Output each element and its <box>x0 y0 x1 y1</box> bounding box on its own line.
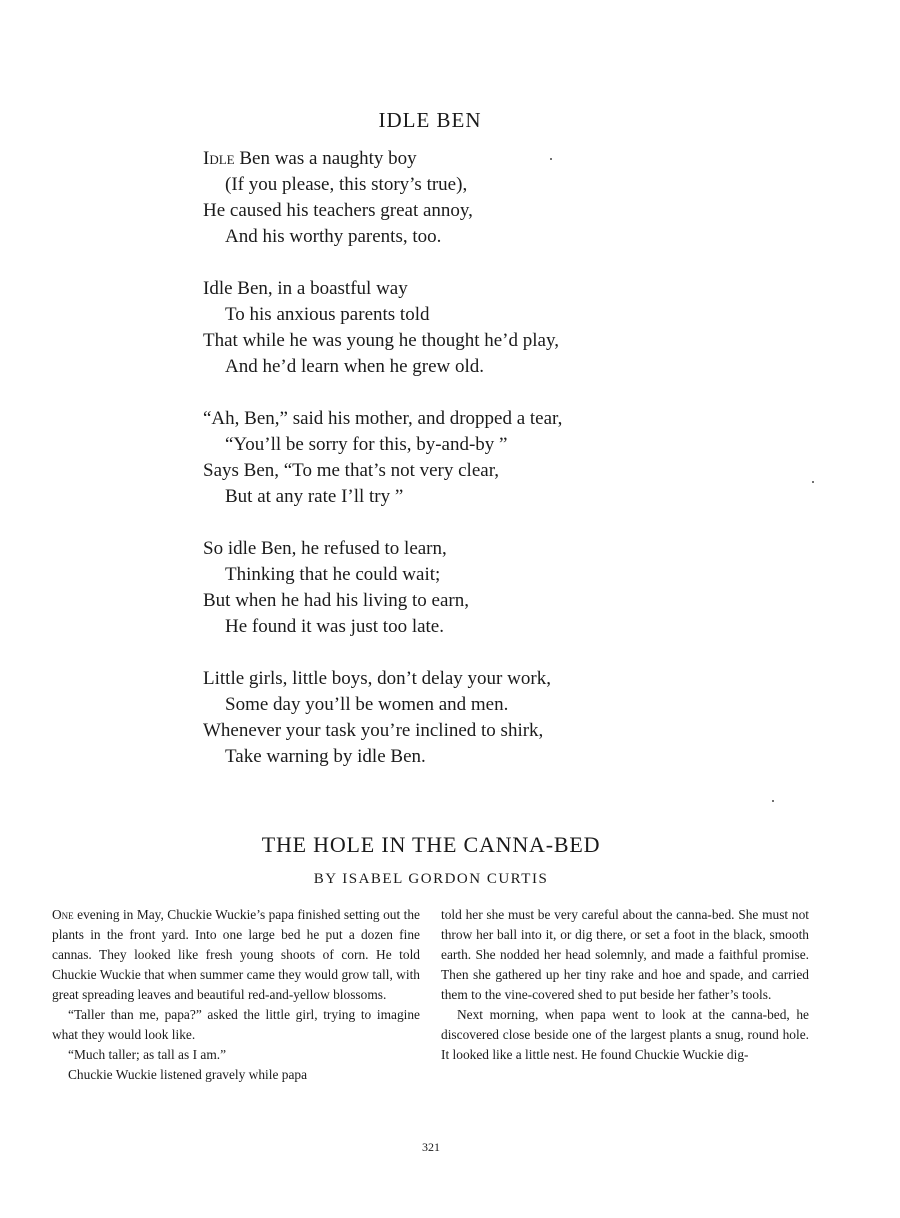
poem-line: So idle Ben, he refused to learn, <box>203 538 447 559</box>
poem-line: And his worthy parents, too. <box>225 226 442 247</box>
paragraph: One evening in May, Chuckie Wuckie’s papa finished setting out the plants in the front yard. Into one large bed he put a dozen fine cannas. They looked like fresh young shoots of corn. He told Chuckie Wuckie that when summer came they would grow tall, with great spreading leaves and beautiful red-and-yellow blossoms. <box>52 907 420 1002</box>
print-speck <box>550 158 552 160</box>
poem-line: “You’ll be sorry for this, by-and-by ” <box>225 434 508 455</box>
drop-word: One <box>52 907 74 922</box>
poem-stanza <box>203 406 723 510</box>
page-number: 321 <box>422 1140 440 1154</box>
poem-line: And he’d learn when he grew old. <box>225 356 485 377</box>
story-column-right <box>441 905 809 1065</box>
paragraph: “Much taller; as tall as I am.” <box>68 1047 227 1062</box>
paragraph: Chuckie Wuckie listened gravely while papa <box>68 1067 308 1082</box>
poem-line: Some day you’ll be women and men. <box>225 694 509 715</box>
poem-line: (If you please, this story’s true), <box>225 174 468 195</box>
poem-line: Little girls, little boys, don’t delay your work, <box>203 668 551 689</box>
poem-line: Says Ben, “To me that’s not very clear, <box>203 460 500 481</box>
poem-stanza <box>203 666 723 770</box>
story-title: THE HOLE IN THE CANNA-BED <box>261 832 601 857</box>
poem-line: Idle Ben was a naughty boy <box>203 148 417 169</box>
story-column-left <box>52 905 420 1085</box>
paragraph: told her she must be very careful about the canna-bed. She must not throw her ball into it, or dig there, or set a foot in the black, smooth earth. She nodded her head solemnly, and made a faithful promise. Then she gathered up her tiny rake and hoe and spade, and carried them to the vine-covered shed to put beside her father’s tools. <box>441 907 809 1002</box>
poem-line: “Ah, Ben,” said his mother, and dropped a tear, <box>203 408 563 429</box>
print-speck <box>812 481 814 483</box>
poem-line: He caused his teachers great annoy, <box>203 200 473 221</box>
poem-line: Whenever your task you’re inclined to shirk, <box>203 720 544 741</box>
poem-stanza <box>203 146 723 250</box>
print-speck <box>772 800 774 802</box>
story-byline: BY ISABEL GORDON CURTIS <box>313 871 549 887</box>
poem-line: But at any rate I’ll try ” <box>225 486 404 507</box>
poem-line: But when he had his living to earn, <box>203 590 469 611</box>
poem-line: That while he was young he thought he’d play, <box>203 330 559 351</box>
poem-line: Take warning by idle Ben. <box>225 746 426 767</box>
drop-word: Idle <box>203 148 235 169</box>
poem-line: Idle Ben, in a boastful way <box>203 278 408 299</box>
poem-stanza <box>203 276 723 380</box>
paragraph: Next morning, when papa went to look at the canna-bed, he discovered close beside one of the largest plants a snug, round hole. It looked like a little nest. He found Chuckie Wuckie dig- <box>441 1007 809 1062</box>
poem-title: IDLE BEN <box>378 108 482 132</box>
poem-line: To his anxious parents told <box>225 304 430 325</box>
poem-stanza <box>203 536 723 640</box>
poem-line: Thinking that he could wait; <box>225 564 441 585</box>
poem-line: He found it was just too late. <box>225 616 444 637</box>
paragraph: “Taller than me, papa?” asked the little girl, trying to imagine what they would look like. <box>52 1007 420 1042</box>
poem-body <box>203 146 723 796</box>
